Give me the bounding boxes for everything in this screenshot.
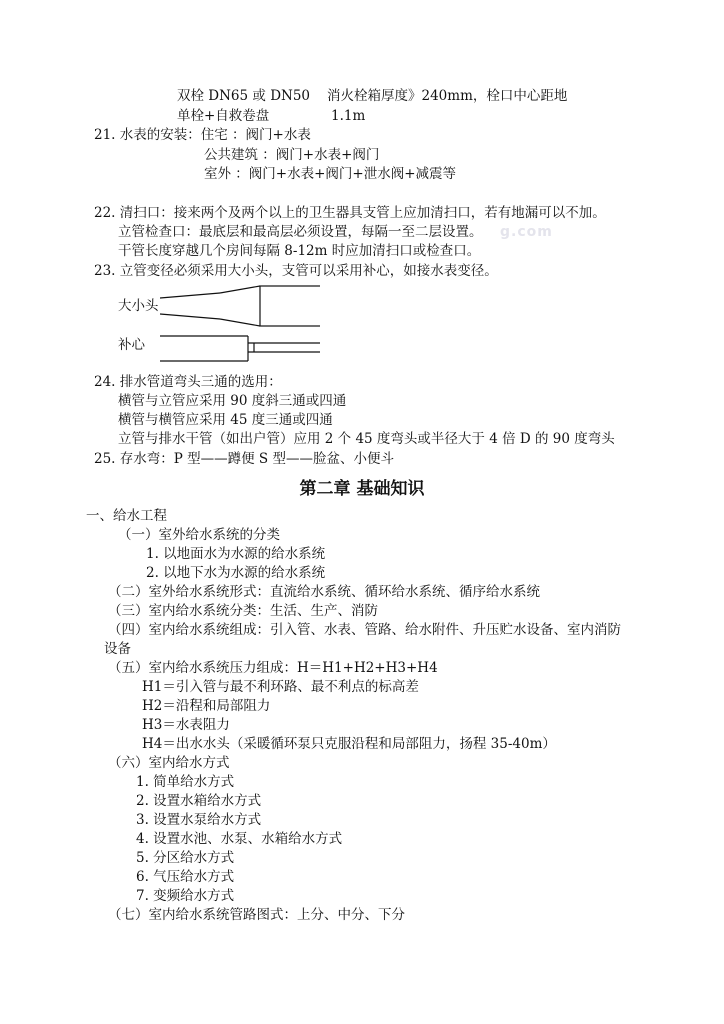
- supply-mode-item: 2. 设置水箱给水方式: [136, 793, 262, 809]
- bushing-drawing: [160, 336, 320, 361]
- supply-mode-item: 6. 气压给水方式: [136, 869, 235, 885]
- subsection-1-item-1: 1. 以地面水为水源的给水系统: [146, 546, 326, 562]
- subsection-7: （七）室内给水系统管路图式：上分、中分、下分: [108, 907, 405, 923]
- subsection-3: （三）室内给水系统分类：生活、生产、消防: [108, 603, 378, 619]
- pressure-h4: H4＝出水水头（采暖循环泵只克服沿程和局部阻力，扬程 35-40m）: [142, 736, 556, 752]
- item-23-title: 23. 立管变径必须采用大小头，支管可以采用补心，如接水表变径。: [94, 263, 498, 279]
- bushing-label: 补心: [118, 337, 145, 353]
- item-22-line3: 干管长度穿越几个房间每隔 8-12m 时应加清扫口或检查口。: [118, 243, 481, 259]
- subsection-4-cont: 设备: [104, 641, 131, 657]
- hydrant-box-thickness: 消火栓箱厚度》240mm，栓口中心距地: [327, 88, 568, 104]
- item-25-title: 25. 存水弯：P 型——蹲便 S 型——脸盆、小便斗: [94, 451, 394, 467]
- item-21-title: 21. 水表的安装：住宅 ：阀门+水表: [94, 127, 311, 143]
- pressure-h3: H3＝水表阻力: [142, 717, 230, 733]
- subsection-6: （六）室内给水方式: [108, 755, 230, 771]
- pressure-h2: H2＝沿程和局部阻力: [142, 698, 271, 714]
- hydrant-double: 双栓 DN65 或 DN50: [177, 88, 311, 104]
- hydrant-height: 1.1m: [331, 108, 366, 124]
- subsection-5: （五）室内给水系统压力组成：H＝H1+H2+H3+H4: [108, 660, 438, 676]
- item-21-outdoor: 室外 ：阀门+水表+阀门+泄水阀+减震等: [204, 166, 457, 182]
- chapter-title: 第二章 基础知识: [299, 479, 425, 499]
- reducer-taper-bottom: [220, 319, 260, 326]
- watermark: g.com: [500, 224, 553, 240]
- reducer-large-pipe: [260, 286, 320, 326]
- subsection-1: （一）室外给水系统的分类: [118, 527, 280, 543]
- supply-mode-item: 5. 分区给水方式: [136, 850, 235, 866]
- supply-mode-item: 1. 简单给水方式: [136, 774, 235, 790]
- supply-mode-item: 3. 设置水泵给水方式: [136, 812, 262, 828]
- supply-mode-item: 4. 设置水池、水泵、水箱给水方式: [136, 831, 343, 847]
- item-22-line2: 立管检查口：最底层和最高层必须设置，每隔一至二层设置。: [118, 224, 483, 240]
- section-heading: 一、给水工程: [86, 508, 167, 524]
- pressure-h1: H1＝引入管与最不利环路、最不利点的标高差: [142, 679, 419, 695]
- item-21-public: 公共建筑 ：阀门+水表+阀门: [204, 147, 380, 163]
- reducer-small-pipe-top: [160, 293, 220, 298]
- hydrant-single: 单栓+自救卷盘: [177, 108, 270, 124]
- item-24-title: 24. 排水管道弯头三通的选用：: [94, 374, 282, 390]
- reducer-small-pipe-bottom: [160, 314, 220, 319]
- item-24-line1: 横管与立管应采用 90 度斜三通或四通: [118, 393, 347, 409]
- pipe-diagram: [160, 283, 320, 363]
- reducer-taper-top: [220, 286, 260, 293]
- subsection-4: （四）室内给水系统组成：引入管、水表、管路、给水附件、升压贮水设备、室内消防: [108, 622, 621, 638]
- item-22-title: 22. 清扫口：接来两个及两个以上的卫生器具支管上应加清扫口，若有地漏可以不加。: [94, 205, 606, 221]
- subsection-1-item-2: 2. 以地下水为水源的给水系统: [146, 565, 326, 581]
- supply-mode-item: 7. 变频给水方式: [136, 888, 235, 904]
- reducer-drawing: [160, 286, 320, 326]
- item-24-line3: 立管与排水干管（如出户管）应用 2 个 45 度弯头或半径大于 4 倍 D 的 90 度弯头: [118, 431, 615, 447]
- reducer-label: 大小头: [118, 298, 159, 314]
- item-24-line2: 横管与横管应采用 45 度三通或四通: [118, 412, 333, 428]
- subsection-2: （二）室外给水系统形式：直流给水系统、循环给水系统、循序给水系统: [108, 584, 540, 600]
